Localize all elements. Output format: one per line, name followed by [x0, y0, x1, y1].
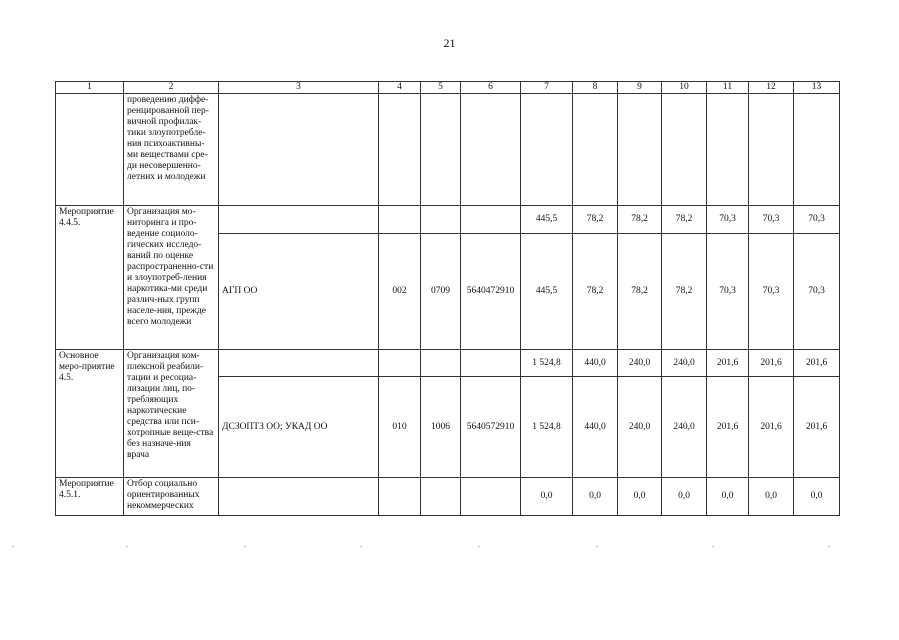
value-cell: 70,3 [794, 206, 840, 234]
executor-cell: ДСЗОПТЗ ОО; УКАД ОО [219, 377, 379, 478]
row-description-cell: Организация ком-плексной реабили-тации и ресоциа-лизации лиц, по-требляющих наркотические средства или пси-хотропные веще-ства без назначе-ния врача [124, 350, 219, 478]
value-cell: 201,6 [749, 350, 794, 377]
value-cell: 78,2 [573, 234, 618, 350]
rzpr-cell: 1006 [421, 377, 461, 478]
value-cell: 440,0 [573, 377, 618, 478]
budget-table [55, 81, 840, 516]
value-cell: 0,0 [573, 478, 618, 516]
value-cell: 0,0 [749, 478, 794, 516]
grbs-cell: 010 [379, 377, 421, 478]
table-row [56, 478, 840, 516]
value-cell: 201,6 [707, 377, 749, 478]
value-cell: 0,0 [662, 478, 707, 516]
value-cell: 240,0 [618, 350, 662, 377]
value-cell: 78,2 [618, 234, 662, 350]
table-row [56, 350, 840, 377]
header-cell: 9 [618, 82, 662, 94]
value-cell: 201,6 [794, 377, 840, 478]
value-cell: 70,3 [749, 234, 794, 350]
header-cell: 8 [573, 82, 618, 94]
csr-cell: 5640572910 [461, 377, 521, 478]
csr-cell: 5640472910 [461, 234, 521, 350]
value-cell: 240,0 [618, 377, 662, 478]
table-row [56, 94, 840, 206]
row-description-cell: Организация мо-ниторинга и про-ведение социоло-гических исследо-ваний по оценке распространенно-сти и злоупотреб-ления наркотика-ми среди различ-ных групп населе-ния, прежде всего молодежи [124, 206, 219, 350]
header-cell: 7 [521, 82, 573, 94]
value-cell: 70,3 [707, 234, 749, 350]
value-cell: 440,0 [573, 350, 618, 377]
value-cell: 0,0 [794, 478, 840, 516]
value-cell: 0,0 [521, 478, 573, 516]
row-name-cell [56, 94, 124, 206]
page-number: 21 [443, 36, 456, 50]
header-cell: 1 [56, 82, 124, 94]
row-description-cell: Отбор социально ориентированных некоммерческих [124, 478, 219, 516]
value-cell: 240,0 [662, 377, 707, 478]
value-cell: 78,2 [573, 206, 618, 234]
value-cell: 70,3 [794, 234, 840, 350]
value-cell: 70,3 [749, 206, 794, 234]
table-row [56, 206, 840, 234]
value-cell: 0,0 [707, 478, 749, 516]
header-row [56, 82, 840, 94]
header-cell: 13 [794, 82, 840, 94]
header-cell: 5 [421, 82, 461, 94]
header-cell: 10 [662, 82, 707, 94]
row-name-cell: Основное меро-приятие 4.5. [56, 350, 124, 478]
header-cell: 3 [219, 82, 379, 94]
header-cell: 4 [379, 82, 421, 94]
row-description-cell: проведению диффе-ренцированной пер-вичной профилак-тики злоупотребле-ния психоактивны-ми веществами сре-ди несовершенно-летних и молодежи [124, 94, 219, 206]
rzpr-cell: 0709 [421, 234, 461, 350]
header-cell: 11 [707, 82, 749, 94]
value-cell: 201,6 [707, 350, 749, 377]
value-cell: 1 524,8 [521, 377, 573, 478]
header-cell: 12 [749, 82, 794, 94]
value-cell: 445,5 [521, 234, 573, 350]
row-name-cell: Мероприятие 4.5.1. [56, 478, 124, 516]
executor-cell: АГП ОО [219, 234, 379, 350]
value-cell: 240,0 [662, 350, 707, 377]
value-cell: 201,6 [794, 350, 840, 377]
header-cell: 6 [461, 82, 521, 94]
grbs-cell: 002 [379, 234, 421, 350]
value-cell: 78,2 [618, 206, 662, 234]
value-cell: 201,6 [749, 377, 794, 478]
row-name-cell: Мероприятие 4.4.5. [56, 206, 124, 350]
value-cell: 1 524,8 [521, 350, 573, 377]
value-cell: 78,2 [662, 206, 707, 234]
value-cell: 0,0 [618, 478, 662, 516]
value-cell: 78,2 [662, 234, 707, 350]
header-cell: 2 [124, 82, 219, 94]
value-cell: 70,3 [707, 206, 749, 234]
scan-artifact-dots [8, 546, 888, 548]
value-cell: 445,5 [521, 206, 573, 234]
